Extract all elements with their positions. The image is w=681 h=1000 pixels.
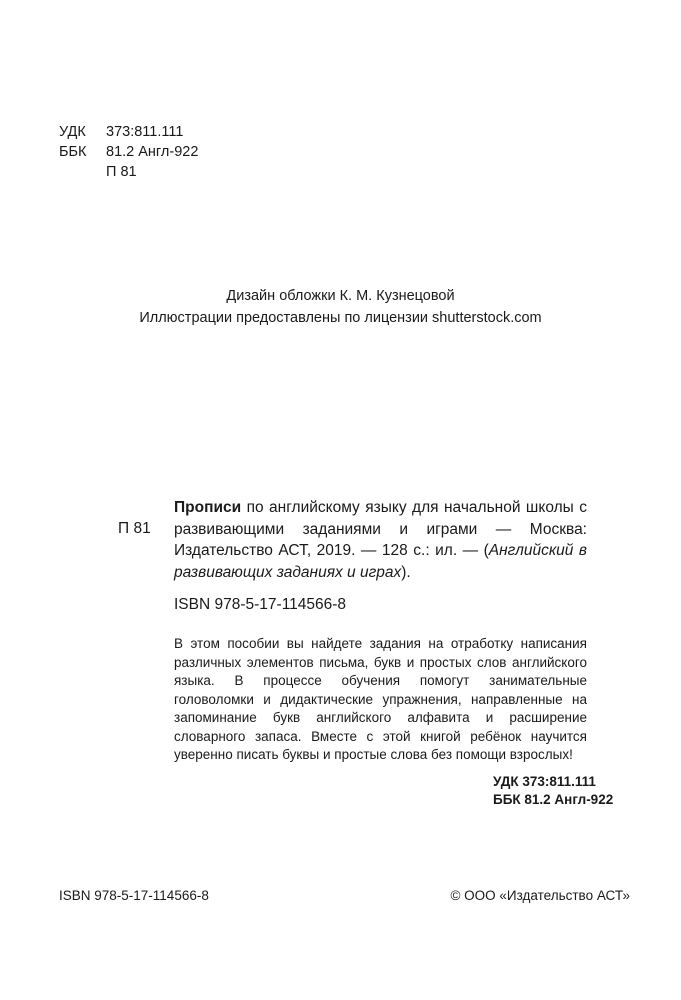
bbk-label: ББК [59, 144, 87, 160]
series-title: Английский в развивающих заданиях и играх [174, 542, 587, 581]
footer-copyright: © ООО «Издательство АСТ» [450, 888, 630, 903]
udk-label: УДК [59, 124, 86, 140]
udk-value: 373:811.111 [106, 124, 184, 140]
book-description: по английскому языку для начальной школы с развивающими заданиями и играми — Москва: Издательство АСТ, 2019. — 128 с.: ил. — ( [174, 499, 587, 559]
catalog-description [174, 497, 587, 583]
bbk-bottom: ББК 81.2 Англ-922 [493, 792, 614, 807]
illustrations-credit: Иллюстрации предоставлены по лицензии shutterstock.com [139, 310, 542, 326]
catalog-isbn: ISBN 978-5-17-114566-8 [174, 596, 347, 613]
udk-row [59, 123, 183, 141]
author-mark-catalog: П 81 [118, 520, 151, 537]
cover-design-credit: Дизайн обложки К. М. Кузнецовой [226, 288, 455, 304]
book-title: Прописи [174, 499, 242, 516]
bbk-value: 81.2 Англ-922 [106, 144, 199, 160]
annotation-text: В этом пособии вы найдете задания на отработку написания различных элементов письма, букв и простых слов английского языка. В процессе обучения помогут занимательные головоломки и дидактические упражнения, направленные на запоминание букв английского алфавита и расширение словарного запаса. Вместе с этой книгой ребёнок научится уверенно писать буквы и простые слова без помощи взрослых! [174, 636, 587, 762]
series-closing: ). [401, 563, 411, 581]
footer-isbn: ISBN 978-5-17-114566-8 [59, 888, 209, 903]
udk-bottom: УДК 373:811.111 [493, 774, 596, 789]
author-mark-top: П 81 [106, 164, 137, 180]
bbk-row [59, 143, 198, 161]
